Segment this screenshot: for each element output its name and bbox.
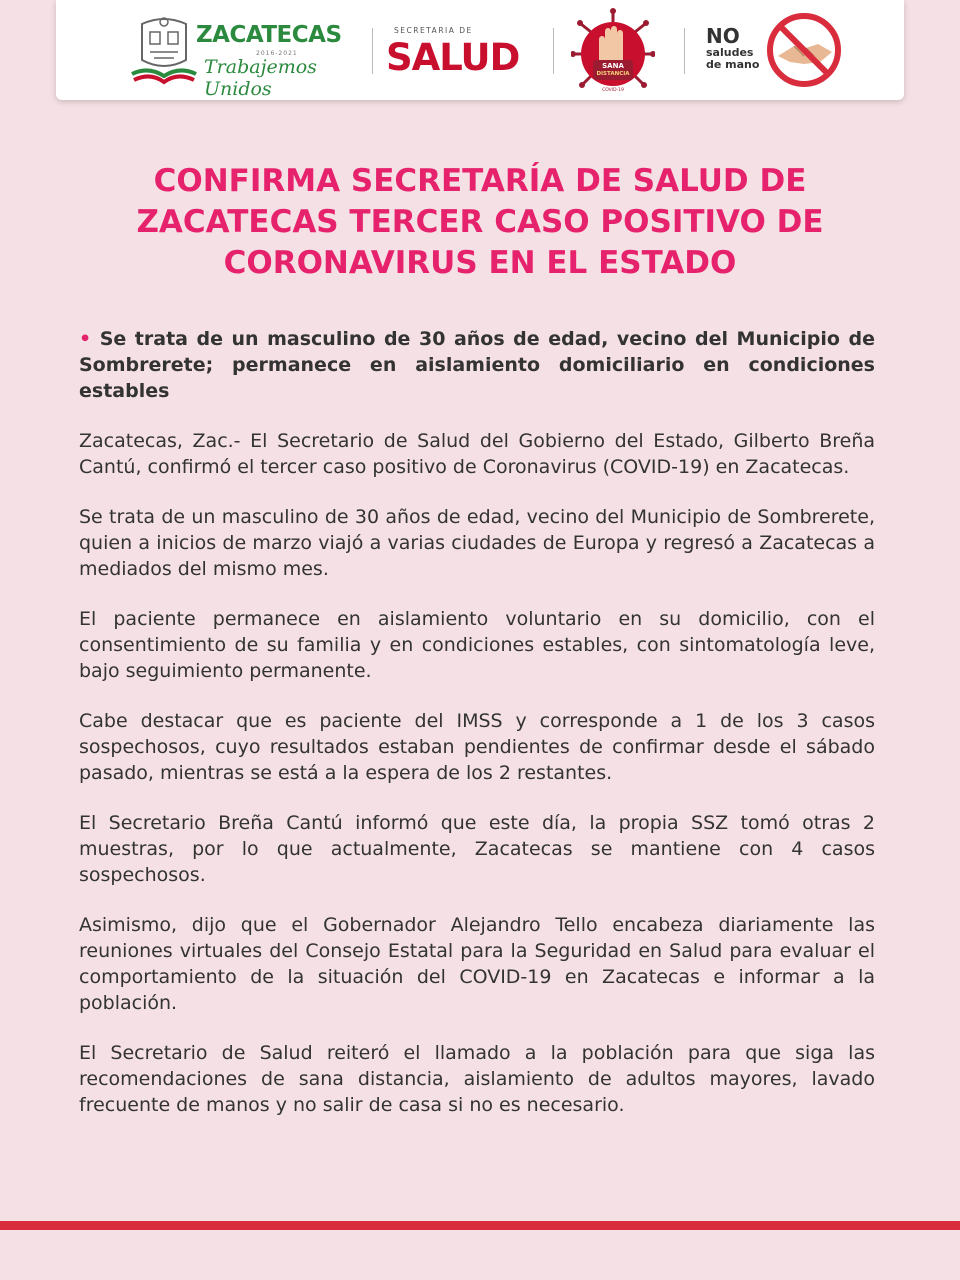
lead-text: Se trata de un masculino de 30 años de edad, vecino del Municipio de Sombrerete; permanece en aislamiento domiciliario en condiciones estables [79,328,875,402]
secretaria-salud-logo [386,24,536,80]
article-body [79,326,875,1142]
zacatecas-years: 2016-2021 [256,50,298,57]
header-divider [553,28,554,74]
zacatecas-wordmark: ZACATECAS [196,22,342,48]
salud-logo-top: SECRETARIA DE [394,26,473,35]
bullet-icon: • [79,328,92,350]
header-divider [684,28,685,74]
no-handshake-line2: de mano [706,58,760,71]
body-paragraph: Se trata de un masculino de 30 años de edad, vecino del Municipio de Sombrerete, quien a inicios de marzo viajó a varias ciudades de Europa y regresó a Zacatecas a mediados del mismo mes. [79,506,875,580]
zacatecas-seal-icon [128,14,200,88]
lead-paragraph [79,326,875,404]
header-divider [372,28,373,74]
sana-logo-line2: DISTANCIA [596,71,630,77]
body-paragraph: Cabe destacar que es paciente del IMSS y corresponde a 1 de los 3 casos sospechosos, cuyo resultados estaban pendientes de confirmar desde el sábado pasado, mientras se está a la espera de los 2 restantes. [79,710,875,784]
no-handshake-logo [706,10,846,90]
body-paragraph: El Secretario de Salud reiteró el llamado a la población para que siga las recomendaciones de sana distancia, aislamiento de adultos mayores, lavado frecuente de manos y no salir de casa si no es necesario. [79,1042,875,1116]
no-handshake-text [706,26,759,70]
salud-logo-word: SALUD [386,36,520,79]
virus-hand-icon [571,8,655,94]
body-paragraph: Asimismo, dijo que el Gobernador Alejandro Tello encabeza diariamente las reuniones virtuales del Consejo Estatal para la Seguridad en Salud para evaluar el comportamiento de la situación del COVID-19 en Zacatecas e informar a la población. [79,914,875,1014]
zacatecas-slogan: Trabajemos Unidos [204,56,317,100]
zacatecas-logo [196,20,356,100]
body-paragraph: El paciente permanece en aislamiento voluntario en su domicilio, con el consentimiento de su familia y en condiciones estables, con sintomatología leve, bajo seguimiento permanente. [79,608,875,682]
article-title: CONFIRMA SECRETARÍA DE SALUD DE ZACATECAS TERCER CASO POSITIVO DE CORONAVIRUS EN EL ESTADO [136,163,824,281]
no-handshake-line1: saludes [706,46,754,59]
body-paragraph: El Secretario Breña Cantú informó que este día, la propia SSZ tomó otras 2 muestras, por lo que actualmente, Zacatecas se mantiene con 4 casos sospechosos. [79,812,875,886]
no-handshake-big: NO [706,24,740,48]
sana-logo-line1: SANA [602,62,624,70]
sana-logo-line3: COVID-19 [602,88,624,93]
footer-bar [0,1221,960,1230]
no-handshake-icon [764,12,844,88]
body-paragraph: Zacatecas, Zac.- El Secretario de Salud del Gobierno del Estado, Gilberto Breña Cantú, confirmó el tercer caso positivo de Coronavirus (COVID-19) en Zacatecas. [79,430,875,478]
header-banner [56,0,904,100]
